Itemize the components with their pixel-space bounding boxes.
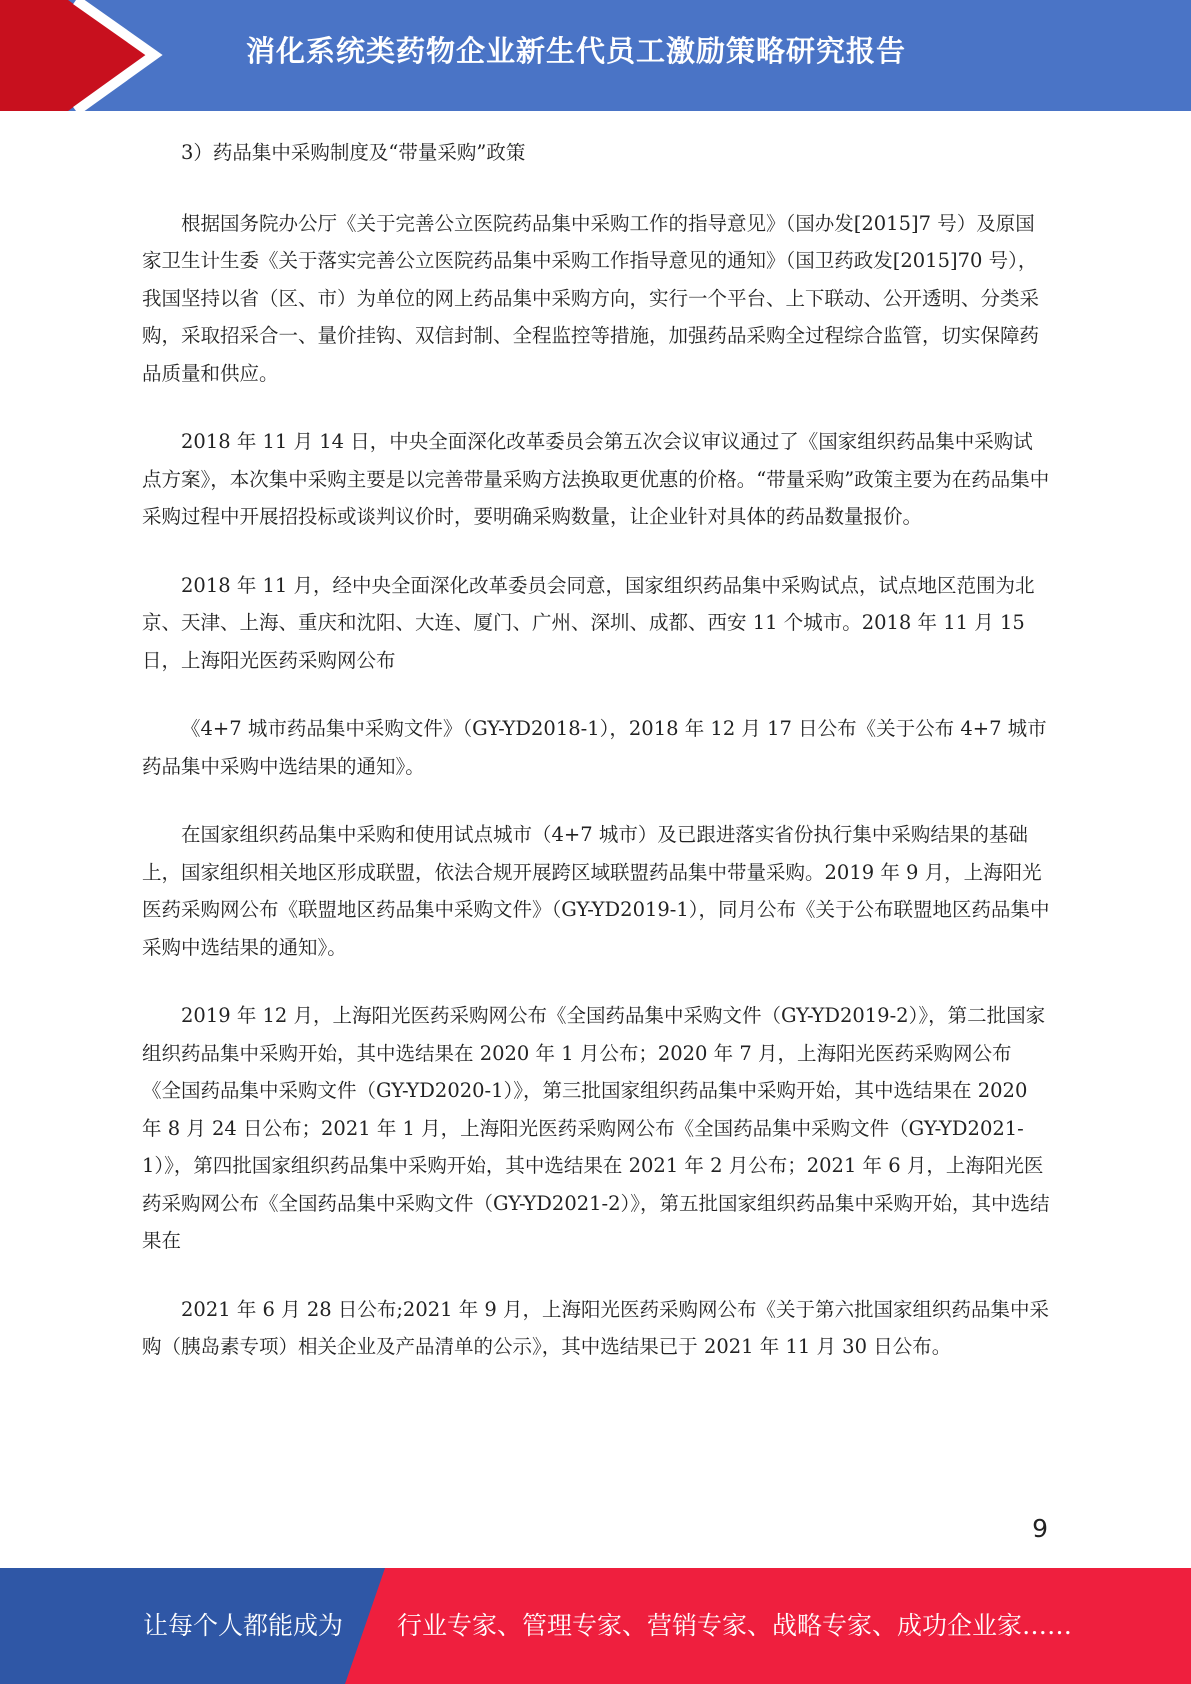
section-heading: 3）药品集中采购制度及“带量采购”政策	[181, 141, 526, 164]
body-paragraph: 在国家组织药品集中采购和使用试点城市（4+7 城市）及已跟进落实省份执行集中采购结果的基础上，国家组织相关地区形成联盟，依法合规开展跨区域联盟药品集中带量采购。2019 年 9 月，上海阳光医药采购网公布《联盟地区药品集中采购文件》（GY-YD2019-1），同月公布《关于公布联盟地区药品集中采购中选结果的通知》。	[142, 823, 1050, 959]
page-number: 9	[1032, 1514, 1048, 1543]
body-paragraph: 2018 年 11 月 14 日，中央全面深化改革委员会第五次会议审议通过了《国家组织药品集中采购试点方案》，本次集中采购主要是以完善带量采购方法换取更优惠的价格。“带量采购”政策主要为在药品集中采购过程中开展招投标或谈判议价时，要明确采购数量，让企业针对具体的药品数量报价。	[142, 430, 1050, 528]
page-header	[0, 0, 1191, 111]
footer-slogan-left: 让每个人都能成为	[143, 1611, 344, 1640]
body-paragraph: 2019 年 12 月，上海阳光医药采购网公布《全国药品集中采购文件（GY-YD2019-2）》，第二批国家组织药品集中采购开始，其中选结果在 2020 年 1 月公布；2020 年 7 月，上海阳光医药采购网公布《全国药品集中采购文件（GY-YD2020-1）》，第三批国家组织药品集中采购开始，其中选结果在 2020 年 8 月 24 日公布；2021 年 1 月，上海阳光医药采购网公布《全国药品集中采购文件（GY-YD2021-1）》，第四批国家组织药品集中采购开始，其中选结果在 2021 年 2 月公布；2021 年 6 月，上海阳光医药采购网公布《全国药品集中采购文件（GY-YD2021-2）》，第五批国家组织药品集中采购开始，其中选结果在	[142, 1004, 1050, 1252]
report-title: 消化系统类药物企业新生代员工激励策略研究报告	[246, 34, 907, 68]
header-chevron-icon	[0, 0, 170, 111]
page-body	[142, 134, 1050, 1366]
body-paragraph: 2018 年 11 月，经中央全面深化改革委员会同意，国家组织药品集中采购试点，试点地区范围为北京、天津、上海、重庆和沈阳、大连、厦门、广州、深圳、成都、西安 11 个城市。2018 年 11 月 15 日，上海阳光医药采购网公布	[142, 573, 1035, 672]
footer-slogan-right: 行业专家、管理专家、营销专家、战略专家、成功企业家……	[397, 1611, 1073, 1640]
page-footer	[0, 1568, 1191, 1684]
body-paragraph: 《4+7 城市药品集中采购文件》（GY-YD2018-1），2018 年 12 月 17 日公布《关于公布 4+7 城市药品集中采购中选结果的通知》。	[142, 717, 1047, 778]
body-paragraph: 根据国务院办公厅《关于完善公立医院药品集中采购工作的指导意见》（国办发[2015]7 号）及原国家卫生计生委《关于落实完善公立医院药品集中采购工作指导意见的通知》（国卫药政发[2015]70 号），我国坚持以省（区、市）为单位的网上药品集中采购方向，实行一个平台、上下联动、公开透明、分类采购，采取招采合一、量价挂钩、双信封制、全程监控等措施，加强药品采购全过程综合监管，切实保障药品质量和供应。	[142, 211, 1040, 385]
body-paragraph: 2021 年 6 月 28 日公布;2021 年 9 月，上海阳光医药采购网公布《关于第六批国家组织药品集中采购（胰岛素专项）相关企业及产品清单的公示》，其中选结果已于 2021 年 11 月 30 日公布。	[142, 1297, 1050, 1358]
